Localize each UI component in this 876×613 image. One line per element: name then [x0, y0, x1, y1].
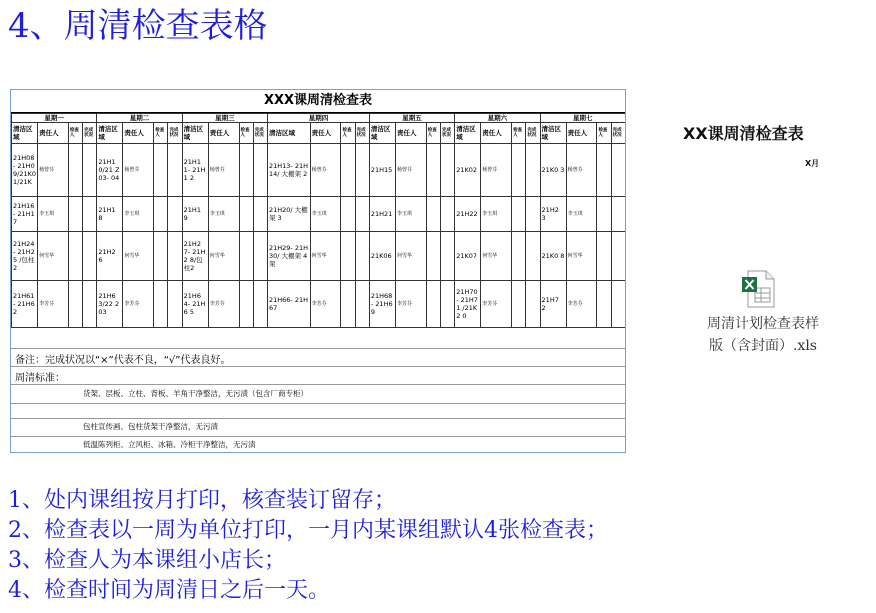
- cell-status: [611, 197, 625, 232]
- cell-area: 21H1 8: [97, 197, 123, 232]
- cell-status: [168, 281, 182, 328]
- instruction-list: [8, 486, 608, 606]
- cell-status: [441, 144, 455, 197]
- spreadsheet-preview[interactable]: [10, 89, 626, 453]
- cell-status: [611, 232, 625, 281]
- cell-status: [355, 281, 369, 328]
- day-header-row: [12, 114, 626, 123]
- instruction-item: 3、检查人为本课组小店长；: [8, 548, 286, 573]
- cell-status: [441, 197, 455, 232]
- cell-status: [83, 144, 97, 197]
- cell-area: 21K06: [369, 232, 395, 281]
- cell-checker: [512, 197, 526, 232]
- cell-status: [168, 232, 182, 281]
- standard-label: 周清标准：: [15, 373, 65, 384]
- status-note: 备注：完成状况以“×”代表不良，“√”代表良好。: [15, 355, 231, 366]
- cell-area: 21H66- 21H67: [267, 281, 310, 328]
- cell-checker: [512, 144, 526, 197]
- cell-checker: [512, 232, 526, 281]
- cell-checker: [154, 197, 168, 232]
- cell-checker: [597, 232, 611, 281]
- cell-area: 21H2 7- 21H2 8/包 柱2: [182, 232, 208, 281]
- cell-owner: 李芳芬: [38, 281, 69, 328]
- cell-checker: [341, 232, 355, 281]
- cell-status: [253, 197, 267, 232]
- cell-status: [83, 281, 97, 328]
- cell-owner: 杨曾芬: [566, 144, 597, 197]
- cell-checker: [426, 232, 440, 281]
- cell-owner: 杨曾芬: [208, 144, 239, 197]
- cell-area: 21H22: [455, 197, 481, 232]
- col-header-checker: 检查人: [239, 123, 253, 144]
- col-header-area: 清洁区域: [97, 123, 123, 144]
- cell-area: 21H7 2: [540, 281, 566, 328]
- table-row: [12, 232, 626, 281]
- cell-owner: 何雪华: [566, 232, 597, 281]
- cell-checker: [597, 144, 611, 197]
- cell-owner: 何雪华: [38, 232, 69, 281]
- cell-area: 21H1 0/21 Z03- 04: [97, 144, 123, 197]
- cell-status: [526, 144, 540, 197]
- file-name[interactable]: [688, 313, 838, 357]
- cell-status: [253, 144, 267, 197]
- cell-owner: 杨曾芬: [481, 144, 512, 197]
- cell-status: [168, 144, 182, 197]
- cell-checker: [68, 281, 82, 328]
- cell-status: [253, 281, 267, 328]
- col-header-status: 完成状况: [611, 123, 625, 144]
- cell-checker: [426, 144, 440, 197]
- cell-status: [355, 197, 369, 232]
- cell-checker: [426, 197, 440, 232]
- col-header-status: 完成状况: [441, 123, 455, 144]
- cell-area: 21K02: [455, 144, 481, 197]
- cell-area: 21H08 - 21H09/21K0 1/21K: [12, 144, 38, 197]
- cell-status: [441, 281, 455, 328]
- table-row: [12, 197, 626, 232]
- cell-owner: 杨曾芬: [310, 144, 341, 197]
- col-header-checker: 检查人: [512, 123, 526, 144]
- standard-item: 包柱宣传画、包柱货架干净整洁，无污渍: [83, 422, 218, 431]
- cell-area: 21H2 6: [97, 232, 123, 281]
- col-header-area: 清洁区域: [182, 123, 208, 144]
- cell-status: [355, 144, 369, 197]
- col-header-status: 完成状况: [253, 123, 267, 144]
- cell-checker: [239, 197, 253, 232]
- cell-checker: [426, 281, 440, 328]
- day-header: 星期五: [369, 114, 454, 123]
- sheet-title: XXX课周清检查表: [11, 90, 625, 113]
- cell-area: 21H13- 21H14/ 大棚架 2: [267, 144, 310, 197]
- cell-checker: [68, 232, 82, 281]
- cell-area: 21H70 - 21H71 /21K2 0: [455, 281, 481, 328]
- instruction-item: 4、检查时间为周清日之后一天。: [8, 578, 330, 603]
- cell-area: 21H68 - 21H69: [369, 281, 395, 328]
- cell-area: 21H20/ 大棚架 3: [267, 197, 310, 232]
- instruction-item: 1、处内课组按月打印，核查装订留存；: [8, 488, 396, 513]
- cell-checker: [68, 144, 82, 197]
- standard-item: 货架、层板、立柱、背板、羊角干净整洁，无污渍（包含厂商专柜）: [83, 389, 308, 398]
- cell-area: 21H6 4- 21H6 5: [182, 281, 208, 328]
- cell-area: 21H15: [369, 144, 395, 197]
- col-header-owner: 责任人: [208, 123, 239, 144]
- cell-checker: [68, 197, 82, 232]
- cell-status: [611, 144, 625, 197]
- cell-area: 21K0 3: [540, 144, 566, 197]
- cell-status: [441, 232, 455, 281]
- cell-status: [253, 232, 267, 281]
- cell-area: 21K0 8: [540, 232, 566, 281]
- cell-area: 21H6 3/22 203: [97, 281, 123, 328]
- cell-owner: 何雪华: [395, 232, 426, 281]
- column-header-row: [12, 123, 626, 144]
- col-header-owner: 责任人: [481, 123, 512, 144]
- cell-checker: [341, 281, 355, 328]
- cell-checker: [239, 232, 253, 281]
- day-header: 星期一: [12, 114, 97, 123]
- standard-item: 低温陈列柜、立风柜、冰箱、冷柜干净整洁，无污渍: [83, 440, 256, 449]
- col-header-owner: 责任人: [38, 123, 69, 144]
- day-header: 星期六: [455, 114, 540, 123]
- cell-owner: 杨曾芬: [395, 144, 426, 197]
- cell-checker: [239, 281, 253, 328]
- col-header-area: 清洁区域: [12, 123, 38, 144]
- col-header-status: 完成状况: [355, 123, 369, 144]
- cell-owner: 李芳芬: [566, 281, 597, 328]
- cover-title: XX课周清检查表: [683, 124, 804, 143]
- cell-checker: [239, 144, 253, 197]
- cell-status: [83, 197, 97, 232]
- cell-checker: [512, 281, 526, 328]
- cell-owner: 何雪华: [481, 232, 512, 281]
- col-header-owner: 责任人: [566, 123, 597, 144]
- cell-area: 21H1 1- 21H1 2: [182, 144, 208, 197]
- cell-owner: 杨曾芬: [123, 144, 154, 197]
- cell-checker: [597, 197, 611, 232]
- col-header-checker: 检查人: [154, 123, 168, 144]
- col-header-status: 完成状况: [526, 123, 540, 144]
- cell-owner: 李芳芬: [123, 281, 154, 328]
- weekly-check-table: [11, 113, 626, 328]
- cell-status: [526, 197, 540, 232]
- col-header-status: 完成状况: [168, 123, 182, 144]
- cell-owner: 李芳芬: [208, 281, 239, 328]
- col-header-checker: 检查人: [597, 123, 611, 144]
- day-header: 星期三: [182, 114, 267, 123]
- cell-owner: 何雪华: [208, 232, 239, 281]
- col-header-area: 清洁区域: [540, 123, 566, 144]
- cell-checker: [154, 232, 168, 281]
- cell-status: [526, 281, 540, 328]
- table-row: [12, 281, 626, 328]
- col-header-area: 清洁区域: [455, 123, 481, 144]
- day-header: 星期二: [97, 114, 182, 123]
- col-header-checker: 检查人: [426, 123, 440, 144]
- day-header: 星期七: [540, 114, 625, 123]
- col-header-checker: 检查人: [68, 123, 82, 144]
- cell-owner: 李玉琪: [481, 197, 512, 232]
- cell-status: [526, 232, 540, 281]
- col-header-owner: 责任人: [310, 123, 341, 144]
- cell-checker: [154, 144, 168, 197]
- cell-area: 21H61 - 21H62: [12, 281, 38, 328]
- cell-area: 21H16 - 21H17: [12, 197, 38, 232]
- cell-status: [355, 232, 369, 281]
- cell-checker: [341, 197, 355, 232]
- cover-month: X月: [805, 159, 820, 168]
- cell-owner: 李芳芬: [481, 281, 512, 328]
- excel-file-icon[interactable]: [738, 268, 780, 310]
- cell-owner: 杨曾芬: [38, 144, 69, 197]
- col-header-owner: 责任人: [123, 123, 154, 144]
- cell-owner: 李玉琪: [566, 197, 597, 232]
- cell-owner: 李芳芬: [395, 281, 426, 328]
- cell-owner: 李玉琪: [208, 197, 239, 232]
- cell-checker: [597, 281, 611, 328]
- cell-checker: [341, 144, 355, 197]
- cell-checker: [154, 281, 168, 328]
- cell-area: 21H21: [369, 197, 395, 232]
- page-heading: 4、周清检查表格: [8, 6, 268, 46]
- col-header-area: 清洁区域: [267, 123, 310, 144]
- cell-area: 21H2 3: [540, 197, 566, 232]
- col-header-area: 清洁区域: [369, 123, 395, 144]
- cell-owner: 何雪华: [310, 232, 341, 281]
- cell-owner: 李芳芬: [310, 281, 341, 328]
- file-name-line: 版（含封面）.xls: [708, 338, 817, 354]
- cell-owner: 何雪华: [123, 232, 154, 281]
- cell-owner: 李玉琪: [310, 197, 341, 232]
- cell-status: [168, 197, 182, 232]
- cell-area: 21H1 9: [182, 197, 208, 232]
- cell-area: 21H29- 21H30/ 大棚架 4架: [267, 232, 310, 281]
- cell-status: [83, 232, 97, 281]
- cell-status: [611, 281, 625, 328]
- col-header-status: 完成状况: [83, 123, 97, 144]
- cell-owner: 李玉琪: [395, 197, 426, 232]
- file-name-line: 周清计划检查表样: [707, 316, 819, 332]
- instruction-item: 2、检查表以一周为单位打印，一月内某课组默认4张检查表；: [8, 518, 608, 543]
- cell-owner: 李玉琪: [38, 197, 69, 232]
- col-header-checker: 检查人: [341, 123, 355, 144]
- cell-area: 21K07: [455, 232, 481, 281]
- cell-area: 21H24 - 21H25 /包柱 2: [12, 232, 38, 281]
- table-row: [12, 144, 626, 197]
- col-header-owner: 责任人: [395, 123, 426, 144]
- cell-owner: 李玉琪: [123, 197, 154, 232]
- day-header: 星期四: [267, 114, 369, 123]
